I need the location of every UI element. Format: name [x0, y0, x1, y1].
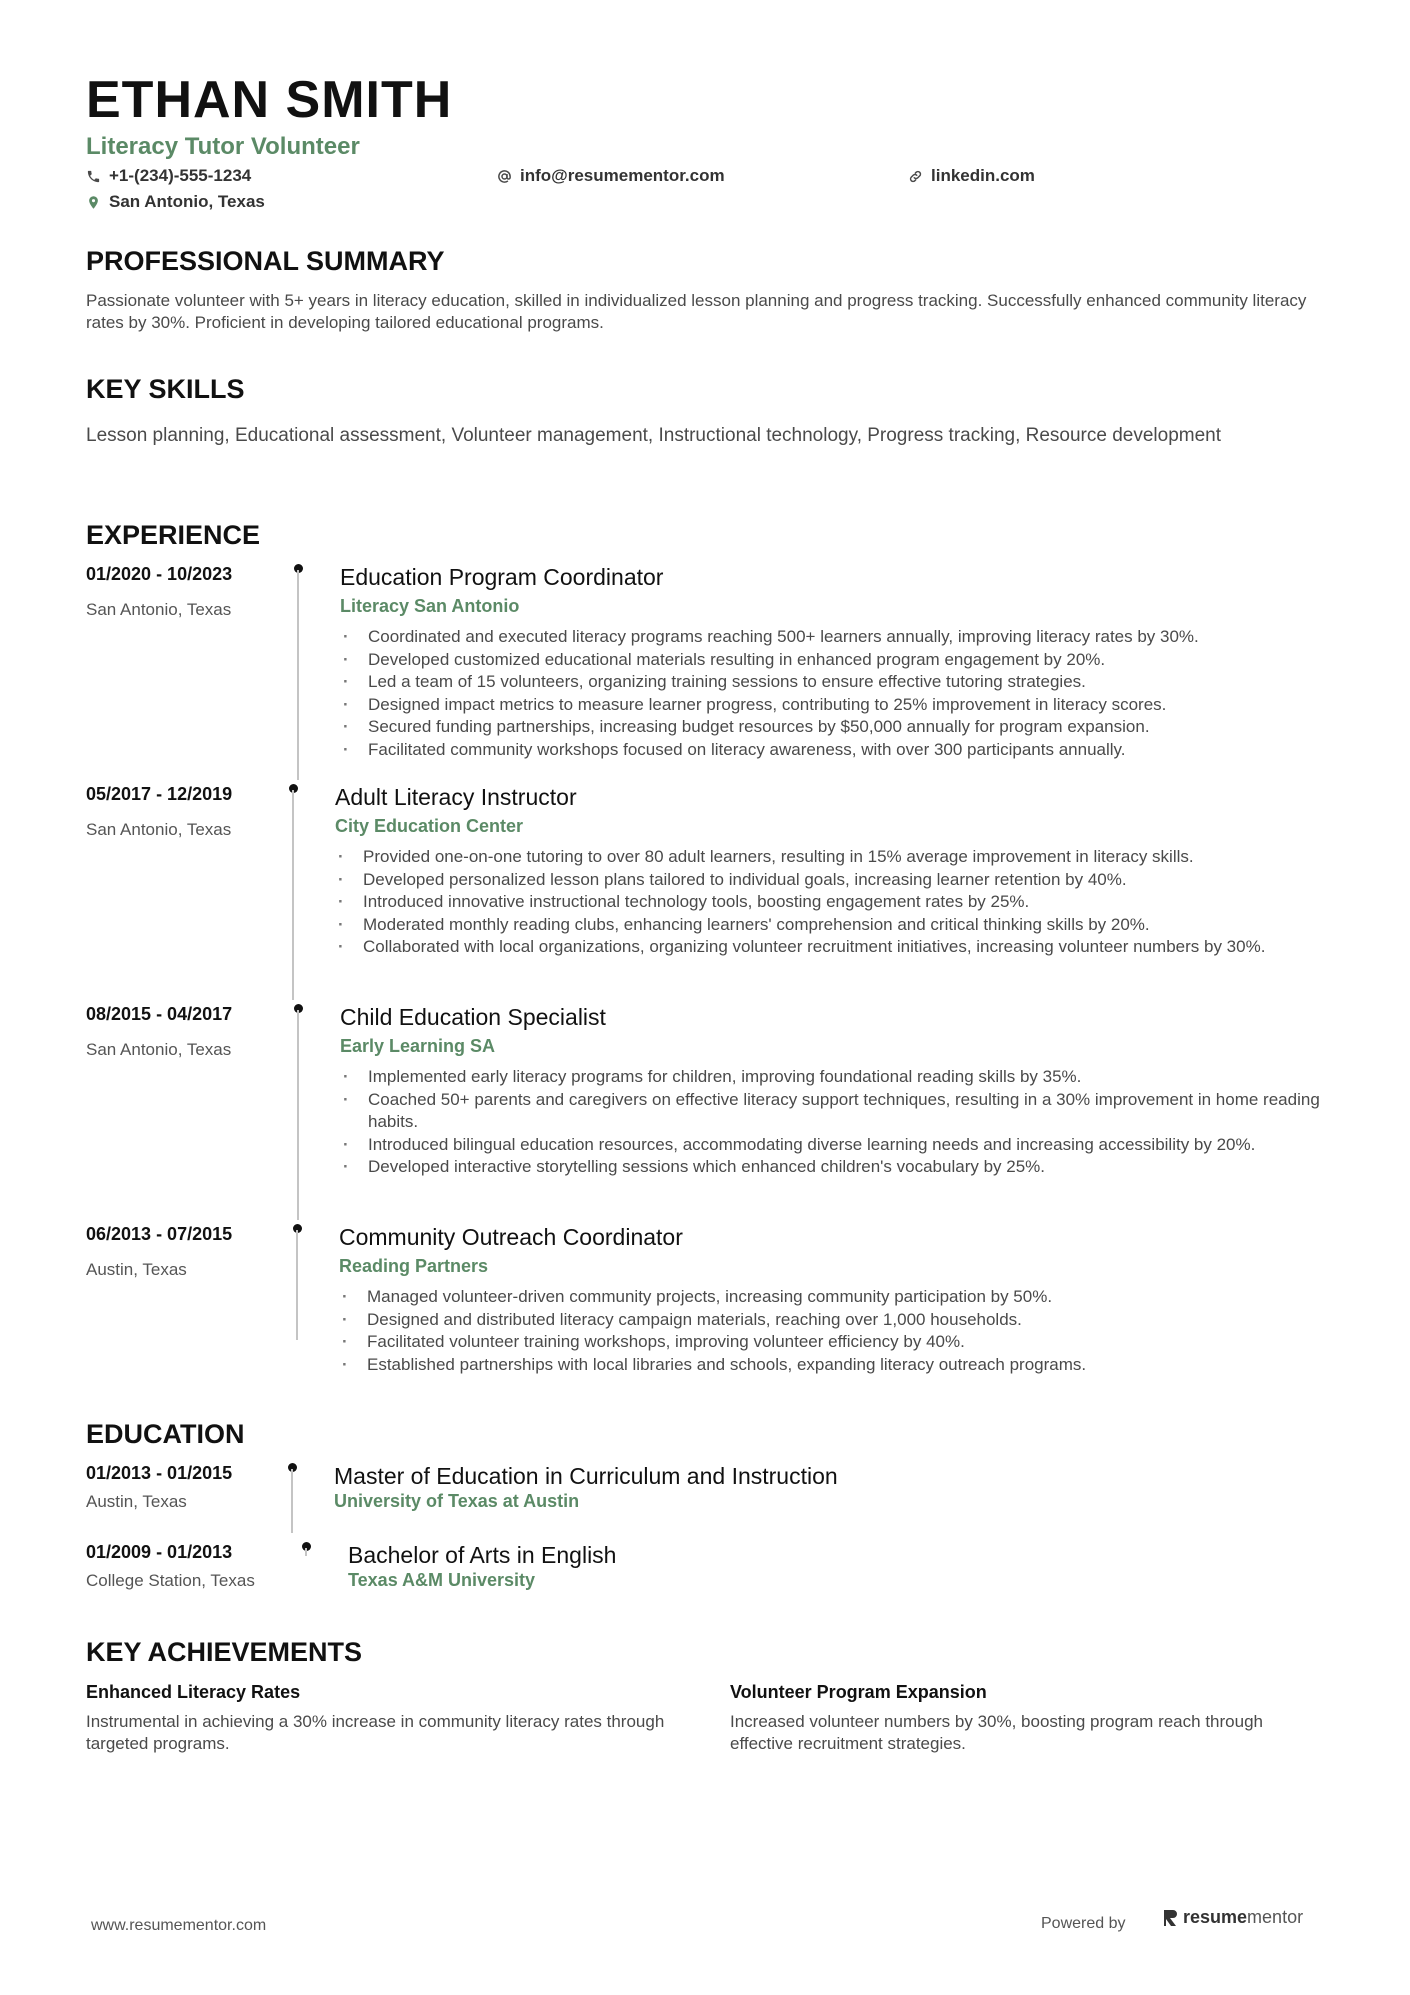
phone-text[interactable]: +1-(234)-555-1234: [109, 166, 252, 185]
job-bullets: [340, 1066, 1340, 1179]
job-location: San Antonio, Texas: [86, 1040, 232, 1059]
contact-linkedin: [908, 166, 1035, 186]
job-bullet: · Secured funding partnerships, increasing budget resources by $50,000 annually for program expansion.: [340, 716, 1340, 739]
summary-heading: PROFESSIONAL SUMMARY: [86, 246, 445, 276]
achievement-title: Enhanced Literacy Rates: [86, 1682, 301, 1702]
contact-phone: [86, 166, 251, 186]
achievement-title: Volunteer Program Expansion: [730, 1682, 987, 1702]
email-text[interactable]: info@resumementor.com: [520, 166, 725, 185]
resumementor-logo-icon: [1162, 1908, 1178, 1928]
timeline-line: [296, 1230, 298, 1340]
job-organization: City Education Center: [335, 816, 524, 836]
phone-icon: [86, 169, 101, 184]
job-bullet: · Established partnerships with local libraries and schools, expanding literacy outreach programs.: [339, 1354, 1339, 1377]
job-bullet: · Introduced bilingual education resources, accommodating diverse learning needs and increasing accessibility by 20%.: [340, 1134, 1340, 1157]
education-location: Austin, Texas: [86, 1492, 187, 1511]
skills-text: Lesson planning, Educational assessment, Volunteer management, Instructional technology, Progress tracking, Resource development: [86, 425, 1222, 446]
location-text: San Antonio, Texas: [109, 192, 265, 211]
job-bullets: [335, 846, 1335, 959]
timeline-line: [291, 1469, 293, 1533]
job-bullet: · Coordinated and executed literacy programs reaching 500+ learners annually, improving literacy rates by 30%.: [340, 626, 1340, 649]
job-bullet: · Developed customized educational materials resulting in enhanced program engagement by 20%.: [340, 649, 1340, 672]
job-dates: 05/2017 - 12/2019: [86, 784, 233, 804]
job-bullet: · Provided one-on-one tutoring to over 80 adult learners, resulting in 15% average improvement in literacy skills.: [335, 846, 1335, 869]
footer-powered-by: Powered by: [1041, 1915, 1126, 1932]
education-dates: 01/2009 - 01/2013: [86, 1542, 233, 1562]
education-dates: 01/2013 - 01/2015: [86, 1463, 233, 1483]
brand-bold: resume: [1183, 1907, 1248, 1927]
job-bullet: · Managed volunteer-driven community projects, increasing community participation by 50%.: [339, 1286, 1339, 1309]
school-name: University of Texas at Austin: [334, 1491, 580, 1511]
candidate-role: Literacy Tutor Volunteer: [86, 133, 360, 160]
timeline-line: [297, 570, 299, 780]
location-pin-icon: [86, 195, 101, 210]
job-organization: Literacy San Antonio: [340, 596, 520, 616]
job-bullet: · Collaborated with local organizations, organizing volunteer recruitment initiatives, increasing volunteer numbers by 30%.: [335, 936, 1335, 959]
job-dates: 01/2020 - 10/2023: [86, 564, 233, 584]
job-organization: Early Learning SA: [340, 1036, 496, 1056]
job-bullets: [340, 626, 1340, 761]
education-location: College Station, Texas: [86, 1571, 255, 1590]
school-name: Texas A&M University: [348, 1570, 536, 1590]
job-location: San Antonio, Texas: [86, 600, 232, 619]
job-bullet: · Facilitated volunteer training workshops, improving volunteer efficiency by 40%.: [339, 1331, 1339, 1354]
job-bullet: · Developed personalized lesson plans tailored to individual goals, increasing learner retention by 40%.: [335, 869, 1335, 892]
linkedin-text[interactable]: linkedin.com: [931, 166, 1035, 185]
achievements-heading: KEY ACHIEVEMENTS: [86, 1637, 363, 1667]
at-icon: [497, 169, 512, 184]
link-icon: [908, 169, 923, 184]
timeline-line: [292, 790, 294, 1000]
brand-light: mentor: [1247, 1907, 1304, 1927]
job-bullets: [339, 1286, 1339, 1376]
job-location: Austin, Texas: [86, 1260, 187, 1279]
job-bullet: · Coached 50+ parents and caregivers on effective literacy support techniques, resulting in a 30% improvement in home reading habits.: [340, 1089, 1340, 1134]
job-bullet: · Led a team of 15 volunteers, organizing training sessions to ensure effective tutoring strategies.: [340, 671, 1340, 694]
experience-heading: EXPERIENCE: [86, 520, 261, 550]
job-bullet: · Developed interactive storytelling sessions which enhanced children's vocabulary by 25%.: [340, 1156, 1340, 1179]
job-bullet: · Facilitated community workshops focused on literacy awareness, with over 300 participants annually.: [340, 739, 1340, 762]
footer-brand-logo[interactable]: [1162, 1907, 1303, 1928]
job-title: Adult Literacy Instructor: [335, 784, 577, 810]
job-bullet: · Introduced innovative instructional technology tools, boosting engagement rates by 25%.: [335, 891, 1335, 914]
contact-location: [86, 192, 265, 212]
job-bullet: · Designed impact metrics to measure learner progress, contributing to 25% improvement in literacy scores.: [340, 694, 1340, 717]
summary-text: Passionate volunteer with 5+ years in literacy education, skilled in individualized lesson planning and progress tracking. Successfully enhanced community literacy rates by 30%. Proficient in developing tailored educational programs.: [86, 291, 1307, 332]
job-dates: 06/2013 - 07/2015: [86, 1224, 233, 1244]
candidate-name: ETHAN SMITH: [86, 71, 453, 129]
achievement-description: Instrumental in achieving a 30% increase in community literacy rates through targeted programs.: [86, 1712, 665, 1753]
achievement-description: Increased volunteer numbers by 30%, boosting program reach through effective recruitment strategies.: [730, 1712, 1263, 1753]
timeline-line: [297, 1010, 299, 1220]
timeline-line: [305, 1548, 307, 1556]
job-title: Community Outreach Coordinator: [339, 1224, 683, 1250]
job-title: Child Education Specialist: [340, 1004, 606, 1030]
job-bullet: · Designed and distributed literacy campaign materials, reaching over 1,000 households.: [339, 1309, 1339, 1332]
degree-title: Master of Education in Curriculum and Instruction: [334, 1463, 838, 1489]
job-dates: 08/2015 - 04/2017: [86, 1004, 233, 1024]
job-organization: Reading Partners: [339, 1256, 489, 1276]
contact-email: [497, 166, 725, 186]
skills-heading: KEY SKILLS: [86, 374, 245, 404]
job-location: San Antonio, Texas: [86, 820, 232, 839]
job-title: Education Program Coordinator: [340, 564, 664, 590]
job-bullet: · Implemented early literacy programs for children, improving foundational reading skills by 35%.: [340, 1066, 1340, 1089]
degree-title: Bachelor of Arts in English: [348, 1542, 617, 1568]
footer-website[interactable]: www.resumementor.com: [91, 1917, 267, 1934]
education-heading: EDUCATION: [86, 1419, 245, 1449]
job-bullet: · Moderated monthly reading clubs, enhancing learners' comprehension and critical thinking skills by 20%.: [335, 914, 1335, 937]
